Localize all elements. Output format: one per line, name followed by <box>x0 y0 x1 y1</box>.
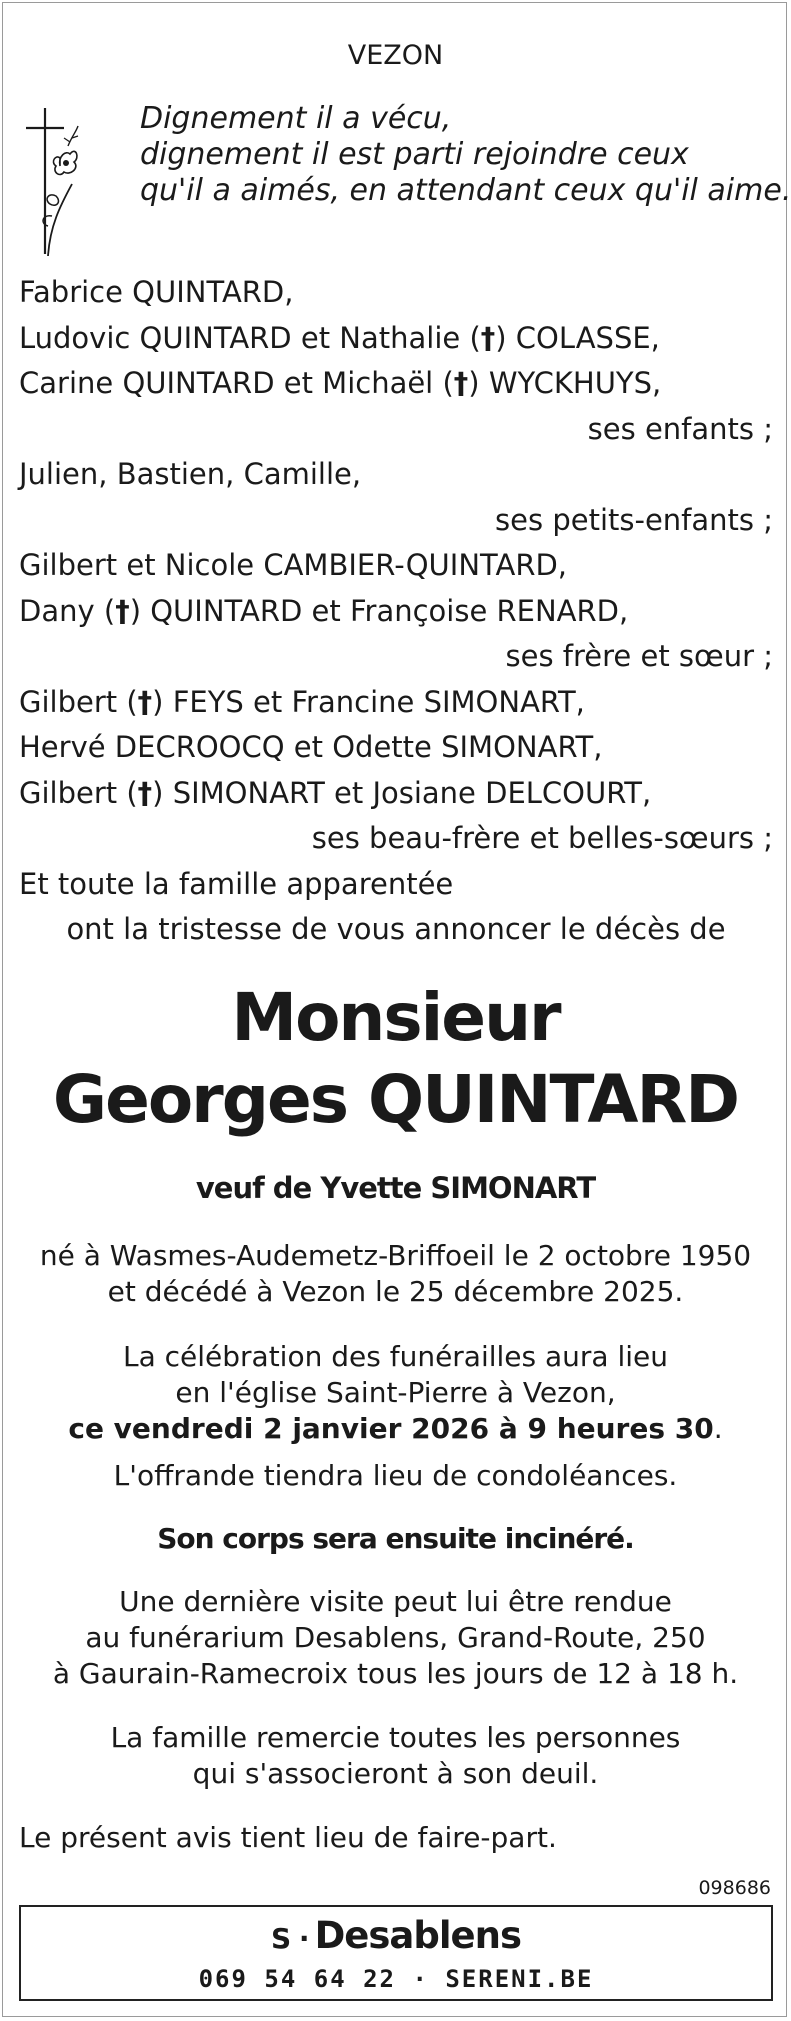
dagger-icon: † <box>453 366 469 400</box>
poem-line: dignement il est parti rejoindre ceux <box>140 137 689 172</box>
ceremony-block <box>0 1339 791 1447</box>
ceremony-line: en l'église Saint-Pierre à Vezon, <box>175 1376 616 1409</box>
family-line: Gilbert (†) SIMONART et Josiane DELCOURT, <box>19 775 652 810</box>
birth-death-block <box>0 1238 791 1310</box>
poem-line: Dignement il a vécu, <box>140 101 452 136</box>
family-line: Fabrice QUINTARD, <box>19 275 294 309</box>
family-line: Dany (†) QUINTARD et Françoise RENARD, <box>19 593 629 628</box>
birth-line: né à Wasmes-Audemetz-Briffoeil le 2 octobre 1950 <box>39 1239 752 1272</box>
epitaph-poem <box>140 101 791 209</box>
ceremony-line: La célébration des funérailles aura lieu <box>122 1340 669 1373</box>
dagger-icon: † <box>115 593 130 628</box>
death-line: et décédé à Vezon le 25 décembre 2025. <box>107 1275 684 1308</box>
thanks-line: qui s'associeront à son deuil. <box>192 1757 599 1790</box>
honorific: Monsieur <box>231 979 560 1056</box>
thanks-line: La famille remercie toutes les personnes <box>110 1721 681 1754</box>
deceased-name-heading <box>0 977 791 1141</box>
offering-line: L'offrande tiendra lieu de condoléances. <box>113 1459 678 1492</box>
funeral-home-contact: 069 54 64 22 · SERENI.BE <box>198 1965 594 1993</box>
family-line: Et toute la famille apparentée <box>19 866 454 901</box>
dagger-icon: † <box>137 775 153 810</box>
visit-line: à Gaurain-Ramecroix tous les jours de 12 à 18 h. <box>52 1657 739 1690</box>
place-name: VEZON <box>347 40 444 71</box>
dagger-icon: † <box>480 320 496 355</box>
funeral-home-box <box>19 1905 773 2001</box>
family-line: Hervé DECROOCQ et Odette SIMONART, <box>19 730 603 764</box>
funeral-home-name: Desablens <box>314 1914 521 1957</box>
sereni-logo-icon: S · <box>271 1922 309 1955</box>
closing-line: Le présent avis tient lieu de faire-part. <box>19 1821 557 1854</box>
announcement-line: ont la tristesse de vous annoncer le décès de <box>66 912 726 946</box>
family-list <box>19 270 773 953</box>
visit-block <box>0 1584 791 1692</box>
cremation-line: Son corps sera ensuite incinéré. <box>157 1522 634 1555</box>
dagger-icon: † <box>137 684 153 719</box>
thanks-block <box>0 1720 791 1792</box>
family-line: Gilbert et Nicole CAMBIER-QUINTARD, <box>19 548 568 582</box>
family-line: Gilbert (†) FEYS et Francine SIMONART, <box>19 684 585 719</box>
ceremony-date: ce vendredi 2 janvier 2026 à 9 heures 30 <box>68 1412 714 1445</box>
ceremony-date-line: ce vendredi 2 janvier 2026 à 9 heures 30. <box>68 1412 723 1445</box>
family-line: Carine QUINTARD et Michaël (†) WYCKHUYS, <box>19 366 662 400</box>
family-role: ses beau-frère et belles-sœurs ; <box>311 821 773 855</box>
funeral-home-brand <box>21 1913 771 1962</box>
family-role: ses frère et sœur ; <box>505 639 773 673</box>
widow-line: veuf de Yvette SIMONART <box>195 1171 596 1205</box>
poem-line: qu'il a aimés, en attendant ceux qu'il aime. <box>140 173 791 208</box>
family-line: Julien, Bastien, Camille, <box>19 457 362 491</box>
family-role: ses petits-enfants ; <box>495 502 773 537</box>
visit-line: Une dernière visite peut lui être rendue <box>119 1585 672 1618</box>
reference-number: 098686 <box>698 1877 771 1899</box>
deceased-name: Georges QUINTARD <box>52 1061 739 1138</box>
family-role: ses enfants ; <box>587 411 773 446</box>
family-line: Ludovic QUINTARD et Nathalie (†) COLASSE, <box>19 320 660 355</box>
visit-line: au funérarium Desablens, Grand-Route, 250 <box>85 1621 706 1654</box>
cross-with-flowers-icon <box>20 106 80 256</box>
